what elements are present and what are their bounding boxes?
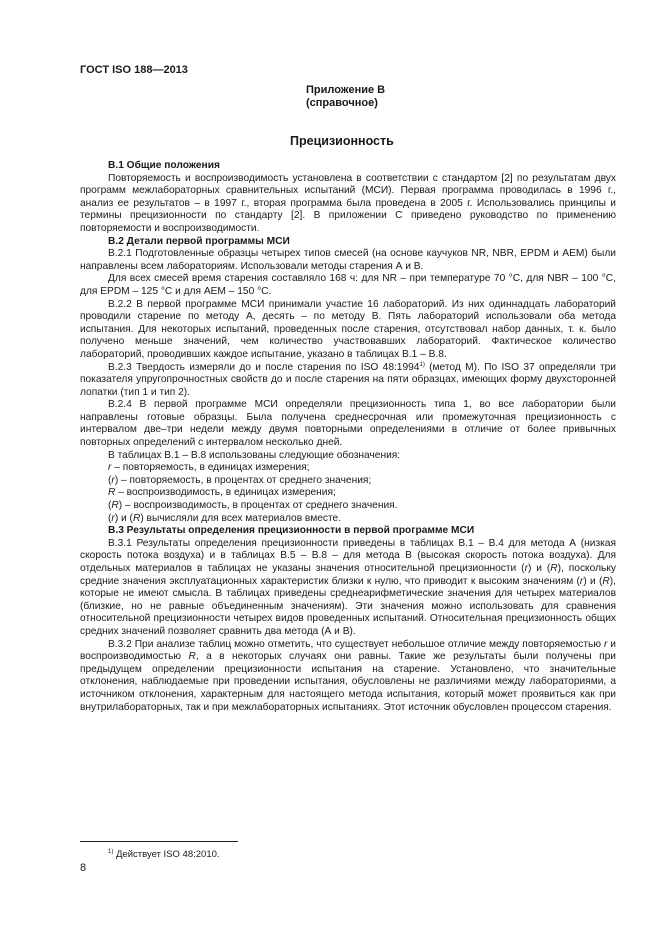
footnote-ref: 1) bbox=[419, 361, 425, 368]
annex-subtitle: (справочное) bbox=[306, 97, 378, 109]
text-run: , а в некоторых случаях они равны. Такие же результаты были получены при предыдущем определении прецизионности испытания на старение. Установлено, что значительные отклонения, наблюдаемые при проведении испытания, обусловлены не различиями между лабораториями, а источником отклонения, характерным для настоящего метода испытания, который может проявиться как при внутрилабораторных, так и при межлабораторных испытаниях. Этот источник обусловлен процессом старения. bbox=[80, 651, 616, 713]
text-run: – повторяемость, в единицах измерения; bbox=[111, 462, 310, 474]
text-run: В.3.1 Результаты определения прецизионности приведены в таблицах В.1 – В.4 для метода А (низкая скорость потока воздуха) и в таблицах В.5 – В.8 – для метода В (высокая скорость потока воздуха). Для отдельных материалов в таблицах не указаны значения относительной прецизионности ( bbox=[80, 537, 616, 574]
symbol: R bbox=[602, 575, 610, 587]
paragraph bbox=[80, 639, 616, 715]
annex-heading bbox=[306, 84, 385, 110]
symbol: r bbox=[524, 563, 528, 574]
paragraph: Для всех смесей время старения составляло 168 ч: для NR – при температуре 70 °С, для NBR – 100 °С, для EPDM – 125 °С и для AEM – 150 °С. bbox=[80, 273, 616, 297]
symbol: r bbox=[579, 575, 584, 587]
symbol: r bbox=[108, 462, 112, 474]
section-heading: В.1 Общие положения bbox=[108, 160, 220, 171]
text-run: ( bbox=[108, 474, 112, 486]
symbol: r bbox=[603, 638, 608, 650]
text-run: ) – воспроизводимость, в процентах от среднего значения. bbox=[118, 500, 398, 512]
text-run: ) – повторяемость, в процентах от среднего значения; bbox=[114, 474, 372, 486]
paragraph bbox=[80, 538, 616, 639]
footnote-mark: 1) bbox=[108, 849, 114, 855]
text-run: ) и ( bbox=[114, 512, 133, 524]
symbol: R bbox=[108, 487, 116, 499]
symbol: R bbox=[550, 563, 558, 574]
annex-title: Приложение В bbox=[306, 84, 386, 96]
footnote-text: Действует ISO 48:2010. bbox=[113, 849, 220, 860]
text-run: ( bbox=[108, 500, 112, 512]
section-heading: В.2 Детали первой программы МСИ bbox=[108, 235, 290, 247]
standard-header: ГОСТ ISO 188—2013 bbox=[80, 64, 188, 76]
symbol-definition bbox=[80, 513, 616, 526]
symbol: r bbox=[111, 474, 115, 486]
text-run: и воспроизводимостью bbox=[80, 638, 616, 663]
symbol-definition bbox=[80, 462, 616, 475]
paragraph bbox=[80, 362, 616, 400]
footnote bbox=[108, 849, 220, 860]
page-number: 8 bbox=[80, 862, 87, 874]
text-run: (метод М). По ISO 37 определяли три показателя упругопрочностных свойств до и после старения на пяти образцах, имеющих форму двухсторонней лопатки (тип 1 и тип 2). bbox=[80, 361, 616, 398]
document-body bbox=[80, 160, 616, 714]
text-run: ) и ( bbox=[583, 575, 603, 587]
symbol-definition bbox=[80, 475, 616, 488]
symbol: R bbox=[188, 651, 196, 663]
symbol-definition bbox=[80, 500, 616, 513]
text-run: ), поскольку средние значения эксплуатационных характеристик близки к нулю, что приводит к высоким значениям ( bbox=[80, 563, 616, 587]
text-run: – воспроизводимость, в единицах измерения; bbox=[115, 487, 336, 499]
document-title: Прецизионность bbox=[290, 134, 394, 148]
symbol: r bbox=[111, 512, 115, 524]
paragraph: В.2.4 В первой программе МСИ определяли прецизионность типа 1, во все лаборатории были направлены готовые образцы. Была получена среднесрочная или промежуточная прецизионность с интервалом две–три недели между двумя повторными определениями в отличие от более привычных повторных определений с интервалом несколько дней. bbox=[80, 399, 616, 449]
symbol-definition bbox=[80, 487, 616, 500]
symbol: R bbox=[111, 500, 119, 512]
paragraph: В таблицах В.1 – В.8 использованы следующие обозначения: bbox=[108, 449, 401, 461]
symbol: R bbox=[132, 512, 141, 524]
footnote-divider bbox=[80, 841, 238, 842]
text-run: В.3.2 При анализе таблиц можно отметить, что существует небольшое отличие между повторяемостью bbox=[108, 638, 604, 650]
text-run: ), которые не имеют смысла. В таблицах приведены среднеарифметические значения для четырех материалов (близкие, но не равные объединенным значениям). Эти значения можно использовать для сравнения относительной прецизионности четырех видов проведенных испытаний. Относительная прецизионность общих средних значений позволяет сравнить два метода (А и В). bbox=[80, 575, 616, 637]
section-heading: В.3 Результаты определения прецизионности в первой программе МСИ bbox=[108, 525, 475, 537]
text-run: ) вычисляли для всех материалов вместе. bbox=[140, 512, 342, 524]
text-run: В.2.3 Твердость измеряли до и после старения по ISO 48:1994 bbox=[108, 361, 420, 373]
text-run: ( bbox=[108, 512, 112, 524]
text-run: ) и ( bbox=[527, 563, 551, 574]
paragraph: В.2.1 Подготовленные образцы четырех типов смесей (на основе каучуков NR, NBR, EPDM и AEM) были направлены всем лабораториям. Использовали методы старения А и В. bbox=[80, 248, 616, 272]
paragraph: В.2.2 В первой программе МСИ принимали участие 16 лабораторий. Из них одиннадцать лабораторий проводили старение по методу А, десять – по методу В. Пять лабораторий использовали оба метода испытания. Для некоторых испытаний, проведенных после старения, отсутствовал набор данных, т. к. было получено меньше значений, чем количество участвовавших лабораторий. Фактическое количество лабораторий, проводивших каждое испытание, указано в таблицах В.1 – В.8. bbox=[80, 298, 616, 360]
paragraph: Повторяемость и воспроизводимость установлена в соответствии с стандартом [2] по результатам двух программ межлабораторных сравнительных испытаний (МСИ). Первая программа проводилась в 1996 г., анализ ее результатов – в 1997 г., вторая программа была проведена в 2005 г. Использовались принципы и термины прецизионности по стандарту [2]. В приложении С приведено руководство по применению повторяемости и воспроизводимости. bbox=[80, 172, 616, 234]
